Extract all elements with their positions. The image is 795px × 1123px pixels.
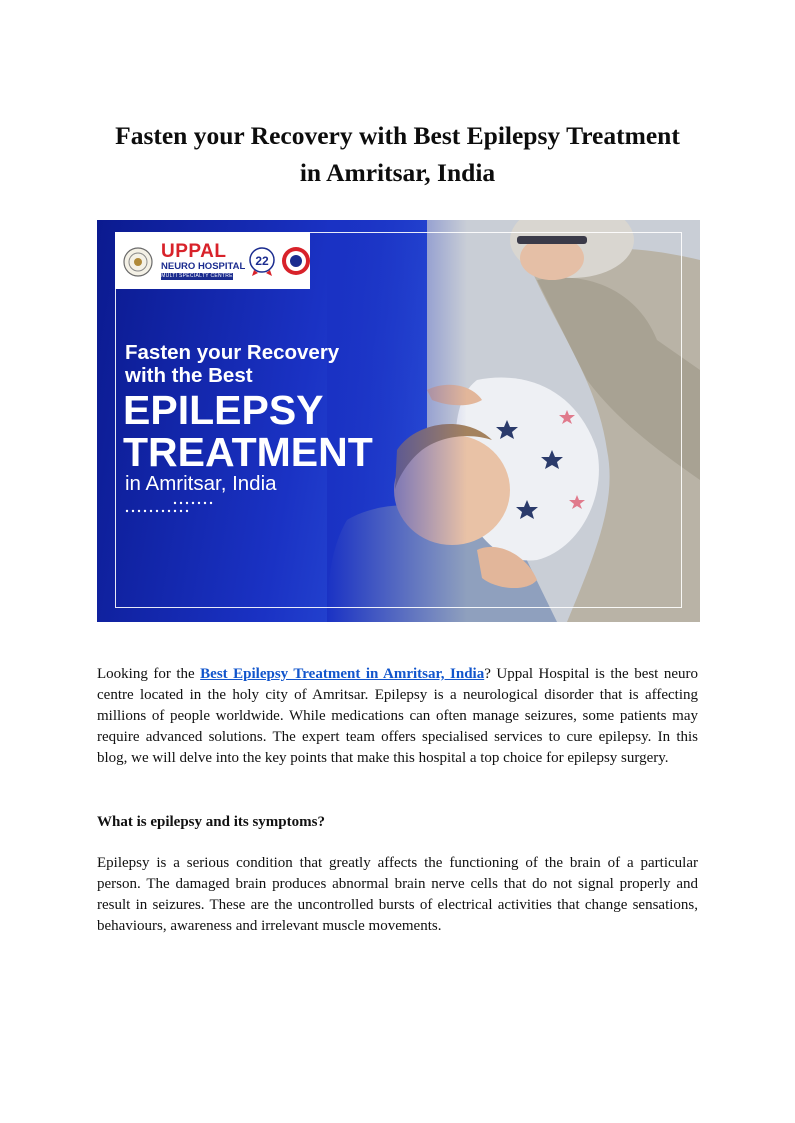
decorative-dots-icon (125, 499, 225, 515)
seal-icon (123, 247, 153, 277)
epilepsy-treatment-link[interactable]: Best Epilepsy Treatment in Amritsar, India (200, 666, 485, 682)
banner-headline-location: in Amritsar, India (125, 472, 277, 495)
banner-headline-line-2: with the Best (125, 364, 253, 387)
page-title (60, 117, 735, 191)
banner-headline-epilepsy: EPILEPSY (123, 387, 324, 433)
hospital-logo (115, 232, 310, 289)
years-badge-number: 22 (255, 254, 269, 268)
intro-text-after-link: ? Uppal Hospital is the best neuro centre located in the holy city of Amritsar. Epilepsy is a neurological disorder that is affecting millions of people worldwide. While medications can often manage seizures, some patients may require advanced solutions. The expert team offers specialised services to cure epilepsy. In this blog, we will delve into the key points that make this hospital a top choice for epilepsy surgery. (97, 666, 699, 766)
logo-tagline: MULTI SPECIALTY CENTRE (161, 273, 233, 279)
intro-text-before-link: Looking for the (97, 666, 201, 682)
banner-headline-treatment: TREATMENT (123, 429, 373, 475)
accreditation-seal-icon (281, 246, 311, 276)
section-paragraph: Epilepsy is a serious condition that greatly affects the functioning of the brain of a particular person. The damaged brain produces abnormal brain nerve cells that do not signal properly and result in seizures. These are the uncontrolled bursts of electrical activities that change sensations, behaviours, awareness and irrelevant muscle movements. (97, 855, 698, 934)
title-line-1: Fasten your Recovery with Best Epilepsy Treatment (115, 121, 680, 150)
title-line-2: in Amritsar, India (299, 158, 496, 187)
logo-wordmark: UPPAL (161, 241, 227, 262)
intro-paragraph (97, 664, 698, 769)
years-badge-icon (248, 246, 276, 276)
section-heading: What is epilepsy and its symptoms? (97, 814, 325, 830)
banner-headline-line-1: Fasten your Recovery (125, 341, 340, 364)
hero-banner-image (97, 220, 700, 622)
logo-subtitle: NEURO HOSPITAL (161, 261, 246, 272)
